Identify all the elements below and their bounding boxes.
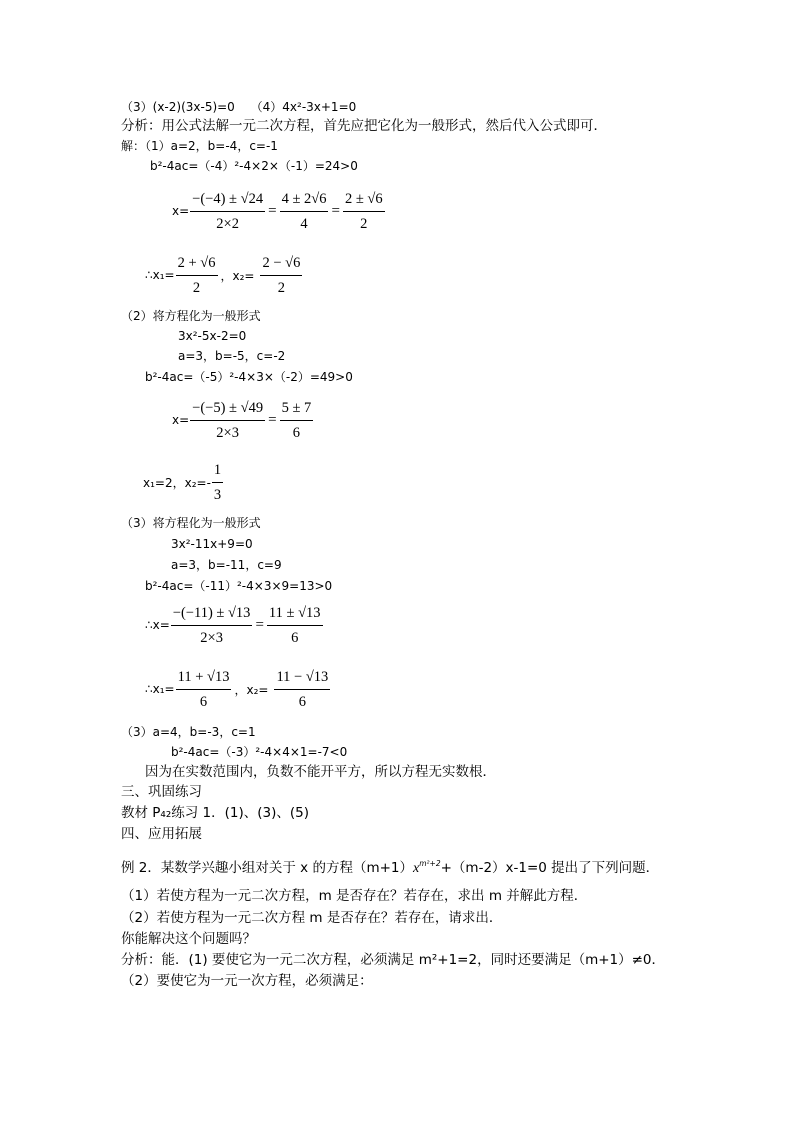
fraction-1b-den: 4 [300, 216, 308, 232]
fraction-3b-num: 11 ± √13 [267, 604, 323, 626]
discriminant-4: b²-4ac=（-3）²-4×4×1=-7<0 [171, 745, 348, 759]
part-3-equation: 3x²-11x+9=0 [171, 537, 253, 551]
fraction-r1b-num: 2 − √6 [260, 254, 302, 276]
fraction-2a-num: −(−5) ± √49 [190, 399, 265, 421]
fraction-2b-den: 6 [292, 425, 301, 441]
formula-2-prefix: x= [172, 413, 190, 427]
example-2-pre: 例 2．某数学兴趣小组对关于 x 的方程（m+1） [121, 860, 414, 876]
example-2-analysis-2: （2）要使它为一元一次方程，必须满足： [121, 973, 373, 989]
fraction-r2-den: 3 [213, 487, 222, 503]
discriminant-3: b²-4ac=（-11）²-4×3×9=13>0 [145, 579, 333, 593]
discriminant-2: b²-4ac=（-5）²-4×3×（-2）=49>0 [145, 370, 353, 384]
fraction-r3b-den: 6 [298, 694, 306, 710]
formula-1-prefix: x= [172, 204, 190, 218]
fraction-r3a-den: 6 [199, 694, 208, 710]
example-2-post: +（m-2）x-1=0 提出了下列问题． [440, 860, 660, 876]
solution-1-abc: 解：（1）a=2，b=-4，c=-1 [121, 139, 278, 153]
formula-2 [172, 399, 313, 441]
fraction-1c [343, 190, 385, 232]
fraction-r1a-den: 2 [192, 280, 201, 296]
part-4-abc: （3）a=4，b=-3，c=1 [121, 725, 256, 739]
formula-3 [145, 604, 323, 646]
fraction-1a [190, 190, 265, 232]
textbook-exercise: 教材 P₄₂练习 1．(1)、(3)、(5) [121, 805, 310, 821]
fraction-r3b [274, 668, 330, 710]
equals-sign: = [331, 202, 340, 219]
fraction-3b [267, 604, 323, 646]
fraction-r3a-num: 11 + √13 [176, 668, 232, 690]
example-2-ask: 你能解决这个问题吗？ [121, 931, 256, 947]
part-2-abc: a=3，b=-5，c=-2 [178, 349, 286, 363]
fraction-r1a-num: 2 + √6 [176, 254, 218, 276]
discriminant-1: b²-4ac=（-4）²-4×2×（-1）=24>0 [150, 159, 358, 173]
fraction-2b [280, 399, 314, 441]
part-2-equation: 3x²-5x-2=0 [178, 329, 247, 343]
result-3-sep: ，x₂= [234, 682, 269, 697]
fraction-2a-den: 2×3 [216, 425, 239, 441]
result-1-prefix: ∴x₁= [145, 268, 175, 282]
fraction-r1b-den: 2 [277, 280, 286, 296]
example-2-question-1: （1）若使方程为一元二次方程，m 是否存在？若存在，求出 m 并解此方程． [121, 888, 588, 904]
fraction-r2-num: 1 [212, 461, 223, 483]
part-3-abc: a=3，b=-11，c=9 [171, 558, 282, 572]
example-2-question-2: （2）若使方程为一元二次方程 m 是否存在？若存在，请求出． [121, 910, 503, 926]
result-2-prefix: x₁=2，x₂=- [143, 475, 211, 490]
fraction-1a-num: −(−4) ± √24 [190, 190, 265, 212]
result-3-prefix: ∴x₁= [145, 682, 175, 696]
fraction-1c-num: 2 ± √6 [343, 190, 385, 212]
result-1-sep: ，x₂= [220, 268, 255, 283]
fraction-3a-den: 2×3 [200, 630, 223, 646]
formula-1 [172, 190, 385, 232]
fraction-3a [171, 604, 253, 646]
fraction-1c-den: 2 [360, 216, 368, 232]
fraction-r3a [176, 668, 232, 710]
part-4-conclusion: 因为在实数范围内，负数不能开平方，所以方程无实数根． [145, 764, 496, 780]
formula-3-prefix: ∴x= [145, 618, 170, 632]
fraction-1b-num: 4 ± 2√6 [280, 190, 329, 212]
fraction-r2 [212, 461, 223, 503]
analysis-line: 分析：用公式法解一元二次方程，首先应把它化为一般形式，然后代入公式即可． [121, 118, 607, 134]
fraction-1b [280, 190, 329, 232]
example-2-statement [121, 860, 659, 877]
part-2-title: （2）将方程化为一般形式 [121, 309, 261, 323]
example-2-analysis: 分析：能．(1) 要使它为一元二次方程，必须满足 m²+1=2，同时还要满足（m+1）≠0． [121, 952, 666, 968]
fraction-2a [190, 399, 265, 441]
problem-3-4-line: （3）(x-2)(3x-5)=0 （4）4x²-3x+1=0 [121, 100, 357, 114]
example-2-x: x [413, 861, 420, 876]
fraction-r1a [176, 254, 218, 296]
section-4-heading: 四、应用拓展 [121, 826, 202, 842]
example-2-exponent: m²+2 [419, 859, 441, 868]
fraction-r1b [260, 254, 302, 296]
result-1 [145, 254, 302, 296]
fraction-2b-num: 5 ± 7 [280, 399, 314, 421]
result-3 [145, 668, 330, 710]
fraction-r3b-num: 11 − √13 [274, 668, 330, 690]
equals-sign: = [268, 411, 277, 428]
fraction-3b-den: 6 [291, 630, 299, 646]
section-3-heading: 三、巩固练习 [121, 784, 202, 800]
equals-sign: = [268, 202, 277, 219]
equals-sign: = [255, 616, 264, 633]
fraction-1a-den: 2×2 [216, 216, 239, 232]
part-3-title: （3）将方程化为一般形式 [121, 516, 261, 530]
result-2 [143, 461, 223, 503]
fraction-3a-num: −(−11) ± √13 [171, 604, 253, 626]
